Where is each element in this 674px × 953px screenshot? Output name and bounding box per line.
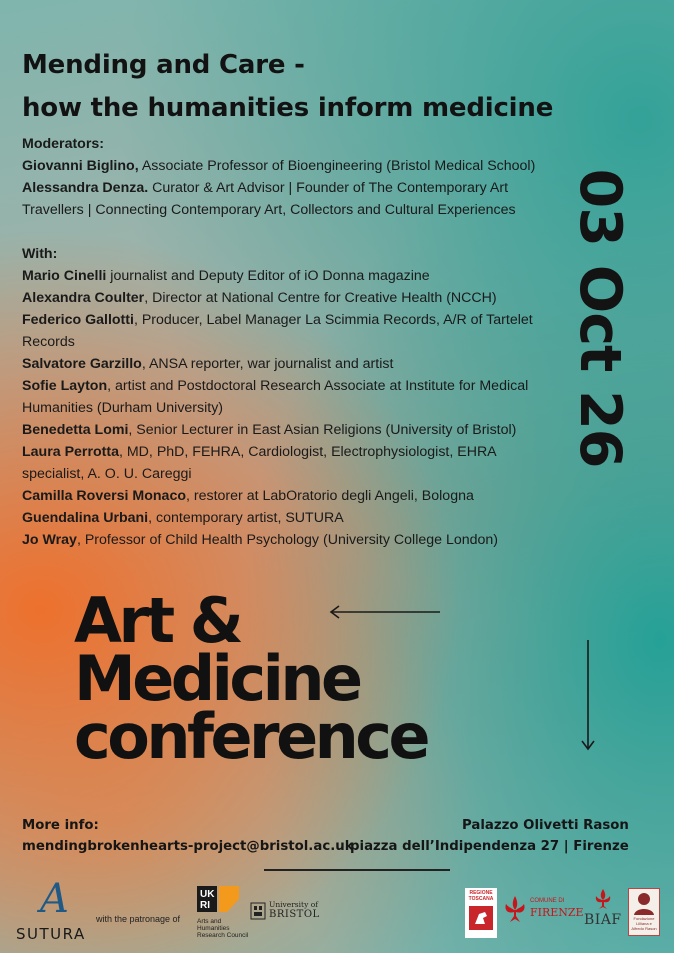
speaker-role: , artist and Postdoctoral Research Associate at Institute for Medical Humanities (Durham University)	[22, 378, 529, 416]
bristol-line-2: BRISTOL	[269, 909, 320, 920]
fleur-de-lis-icon	[502, 894, 528, 926]
speaker-entry	[22, 419, 562, 441]
moderator-entry	[22, 177, 562, 221]
arrow-left-icon	[328, 604, 442, 620]
biaf-logo	[584, 888, 624, 934]
speaker-name: Guendalina Urbani	[22, 510, 149, 526]
speaker-role: , Professor of Child Health Psychology (University College London)	[76, 532, 499, 548]
ukri-line-3: Research Council	[197, 932, 249, 939]
speaker-name: Federico Gallotti	[22, 312, 134, 328]
biaf-emblem-icon	[594, 888, 612, 910]
speaker-entry	[22, 441, 562, 485]
moderator-name: Alessandra Denza.	[22, 180, 149, 196]
arrow-down-icon	[580, 638, 596, 752]
speaker-entry	[22, 375, 562, 419]
sutura-wordmark: SUTURA	[16, 925, 86, 943]
speaker-entry	[22, 353, 562, 375]
moderator-role: Curator & Art Advisor | Founder of The Contemporary Art Travellers | Connecting Contemporary Art, Collectors and Cultural Experiences	[22, 180, 516, 218]
bristol-crest-icon	[250, 902, 266, 920]
moderators-label: Moderators:	[22, 136, 104, 152]
speaker-role: , MD, PhD, FEHRA, Cardiologist, Electrophysiologist, EHRA specialist, A. O. U. Careggi	[22, 444, 496, 482]
speaker-entry	[22, 485, 562, 507]
moderator-entry	[22, 155, 562, 177]
speaker-name: Jo Wray	[22, 532, 77, 548]
fondazione-logo	[628, 888, 660, 936]
divider-line	[264, 869, 450, 871]
speaker-role: , Producer, Label Manager La Scimmia Records, A/R of Tartelet Records	[22, 312, 533, 350]
speaker-name: Camilla Roversi Monaco	[22, 488, 186, 504]
poster-title-line-1: Mending and Care -	[22, 50, 305, 80]
fondazione-label: Fondazione Lilliana e Alfredo Rason	[631, 916, 657, 931]
ukri-ahrc-logo	[197, 886, 249, 942]
venue-name: Palazzo Olivetti Rason	[462, 818, 629, 833]
speakers-label: With:	[22, 246, 58, 262]
portrait-icon	[629, 889, 659, 915]
speaker-entry	[22, 287, 562, 309]
conference-title-line-2: Medicine	[74, 642, 360, 715]
bristol-line-1: University of	[269, 900, 318, 909]
sutura-logo	[14, 878, 94, 948]
toscana-logo	[465, 888, 497, 938]
moderators-section	[22, 133, 562, 221]
moderator-name: Giovanni Biglino,	[22, 158, 139, 174]
biaf-label: BIAF	[584, 912, 622, 928]
firenze-line-2: FIRENZE	[530, 906, 584, 919]
moderator-role: Associate Professor of Bioengineering (Bristol Medical School)	[138, 158, 536, 174]
speaker-role: , ANSA reporter, war journalist and artist	[141, 356, 394, 372]
speaker-entry	[22, 529, 562, 551]
contact-email: mendingbrokenhearts-project@bristol.ac.uk	[22, 839, 354, 854]
speaker-entry	[22, 507, 562, 529]
patronage-label: with the patronage of	[96, 914, 181, 924]
ukri-line-2: Humanities	[197, 925, 230, 932]
conference-title-line-3: conference	[74, 700, 428, 773]
poster-title-line-2: how the humanities inform medicine	[22, 93, 554, 123]
speaker-entry	[22, 309, 562, 353]
ukri-mark-icon	[197, 886, 239, 912]
svg-text:UK: UK	[200, 889, 215, 900]
speaker-name: Alexandra Coulter	[22, 290, 145, 306]
speaker-role: , contemporary artist, SUTURA	[148, 510, 344, 526]
toscana-label: REGIONE TOSCANA	[468, 890, 494, 902]
speaker-name: Benedetta Lomi	[22, 422, 129, 438]
more-info-label: More info:	[22, 818, 99, 833]
speaker-name: Sofie Layton	[22, 378, 108, 394]
speaker-role: , restorer at LabOratorio degli Angeli, Bologna	[186, 488, 474, 504]
conference-title-line-1: Art &	[74, 584, 241, 657]
svg-text:RI: RI	[200, 900, 210, 911]
ukri-line-1: Arts and	[197, 918, 222, 925]
speaker-role: , Director at National Centre for Creative Health (NCCH)	[144, 290, 497, 306]
speaker-name: Mario Cinelli	[22, 268, 107, 284]
venue-address: piazza dell’Indipendenza 27 | Firenze	[350, 839, 629, 854]
pegasus-icon	[465, 904, 497, 934]
firenze-line-1: COMUNE DI	[530, 898, 565, 904]
sutura-monogram: A	[40, 876, 69, 922]
speaker-name: Laura Perrotta	[22, 444, 119, 460]
speaker-entry	[22, 265, 562, 287]
firenze-logo	[502, 892, 582, 932]
speaker-name: Salvatore Garzillo	[22, 356, 142, 372]
event-date: 03 Oct 26	[567, 168, 633, 468]
speakers-section	[22, 243, 562, 551]
speaker-role: journalist and Deputy Editor of iO Donna magazine	[106, 268, 430, 284]
bristol-logo	[250, 900, 320, 928]
speaker-role: , Senior Lecturer in East Asian Religions (University of Bristol)	[128, 422, 517, 438]
